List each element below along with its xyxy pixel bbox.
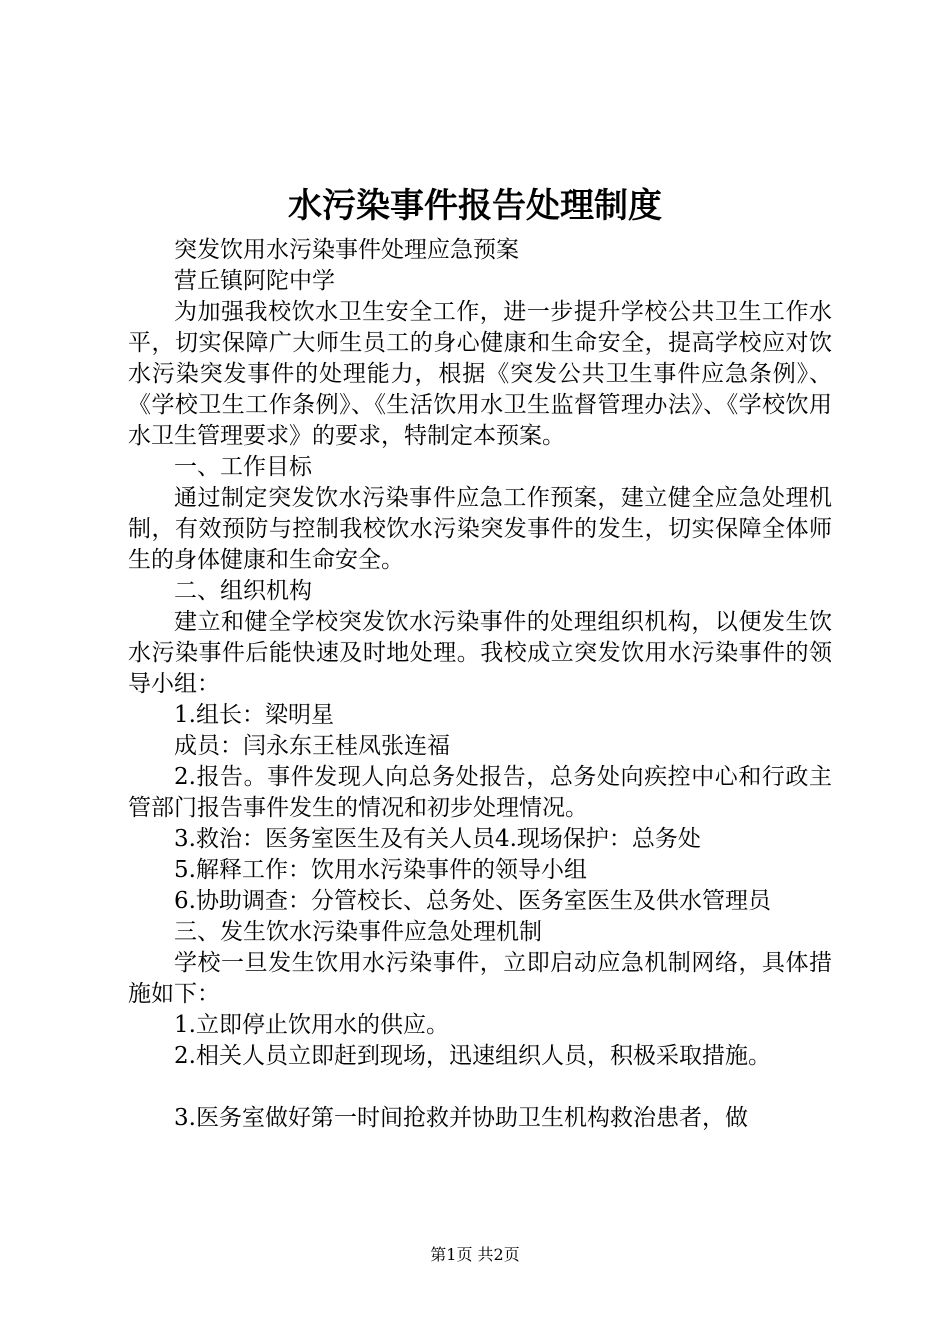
page-number-footer: 第1页 共2页 [430, 1245, 520, 1264]
paragraph: 为加强我校饮水卫生安全工作，进一步提升学校公共卫生工作水平，切实保障广大师生员工的身心健康和生命安全，提高学校应对饮水污染突发事件的处理能力，根据《突发公共卫生事件应急条例》、《学校卫生工作条例》、《生活饮用水卫生监督管理办法》、《学校饮用水卫生管理要求》的要求，特制定本预案。 [128, 299, 832, 449]
paragraph: 营丘镇阿陀中学 [174, 268, 335, 294]
paragraph: 6.协助调查：分管校长、总务处、医务室医生及供水管理员 [174, 888, 771, 914]
paragraph: 建立和健全学校突发饮水污染事件的处理组织机构，以便发生饮水污染事件后能快速及时地处理。我校成立突发饮用水污染事件的领导小组： [128, 609, 832, 697]
section-heading: 一、工作目标 [174, 454, 312, 480]
paragraph: 1.组长：梁明星 [174, 702, 334, 728]
document-title: 水污染事件报告处理制度 [288, 186, 662, 226]
paragraph: 2.报告。事件发现人向总务处报告，总务处向疾控中心和行政主管部门报告事件发生的情况和初步处理情况。 [128, 764, 832, 821]
document-body [128, 235, 832, 1134]
paragraph: 5.解释工作：饮用水污染事件的领导小组 [174, 857, 587, 883]
paragraph: 3.医务室做好第一时间抢救并协助卫生机构救治患者，做 [174, 1105, 748, 1131]
paragraph: 突发饮用水污染事件处理应急预案 [174, 237, 519, 263]
section-heading: 二、组织机构 [174, 578, 312, 604]
paragraph: 3.救治：医务室医生及有关人员4.现场保护：总务处 [174, 826, 701, 852]
paragraph: 成员：闫永东王桂凤张连福 [174, 733, 450, 759]
paragraph: 2.相关人员立即赶到现场，迅速组织人员，积极采取措施。 [174, 1043, 771, 1069]
paragraph: 1.立即停止饮用水的供应。 [174, 1012, 449, 1038]
section-heading: 三、发生饮水污染事件应急处理机制 [174, 919, 542, 945]
paragraph: 学校一旦发生饮用水污染事件，立即启动应急机制网络，具体措施如下： [128, 950, 832, 1007]
paragraph: 通过制定突发饮水污染事件应急工作预案，建立健全应急处理机制，有效预防与控制我校饮水污染突发事件的发生，切实保障全体师生的身体健康和生命安全。 [128, 485, 832, 573]
